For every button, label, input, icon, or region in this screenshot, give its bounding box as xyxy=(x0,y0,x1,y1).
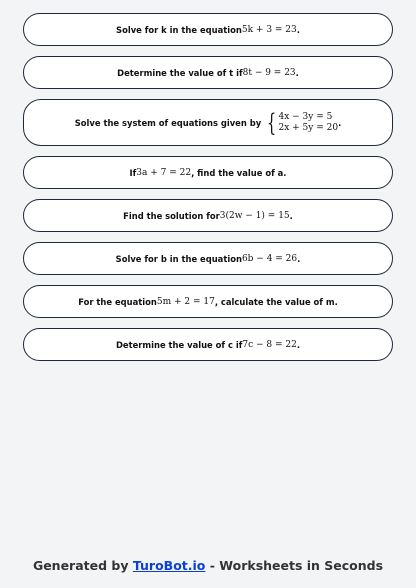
system-equation-1: 4x − 3y = 5 xyxy=(278,111,333,122)
problem-end: . xyxy=(296,24,300,35)
problem-equation: 3(2w − 1) = 15 xyxy=(219,210,290,221)
problem-equation: 8t − 9 = 23 xyxy=(242,67,296,78)
problem-end: . xyxy=(295,67,299,78)
problem-end: . xyxy=(297,253,301,264)
problem-text: Solve for b in the equation xyxy=(115,253,242,264)
problem-card xyxy=(23,56,393,89)
problem-card xyxy=(23,156,393,189)
left-brace-icon: { xyxy=(267,108,277,137)
problem-text: Solve the system of equations given by xyxy=(74,117,262,128)
problem-equation: 6b − 4 = 26 xyxy=(241,253,298,264)
system-equation-2: 2x + 5y = 20 xyxy=(278,122,339,133)
problem-equation: 7c − 8 = 22 xyxy=(242,339,297,350)
problem-equation: 5k + 3 = 23 xyxy=(241,24,297,35)
problem-text: Solve for k in the equation xyxy=(116,24,242,35)
equation-system xyxy=(264,108,339,137)
problem-text: Find the solution for xyxy=(123,210,220,221)
problem-card xyxy=(23,199,393,232)
problem-text: If xyxy=(129,167,137,178)
problem-text: Determine the value of t if xyxy=(117,67,243,78)
footer xyxy=(0,558,416,573)
brand-link[interactable]: TuroBot.io xyxy=(132,558,206,573)
problem-card xyxy=(23,242,393,275)
problem-equation: 3a + 7 = 22 xyxy=(136,167,192,178)
problem-end: . xyxy=(338,117,342,128)
problem-end: , find the value of a. xyxy=(191,167,287,178)
problem-card xyxy=(23,99,393,146)
problem-end: . xyxy=(289,210,293,221)
problem-end: . xyxy=(296,339,301,350)
problem-end: , calculate the value of m. xyxy=(214,296,338,307)
problem-list xyxy=(23,13,393,361)
problem-text: For the equation xyxy=(78,296,157,307)
footer-prefix: Generated by xyxy=(32,558,133,573)
problem-card xyxy=(23,13,393,46)
footer-suffix: - Worksheets in Seconds xyxy=(205,558,384,573)
problem-text: Determine the value of c if xyxy=(115,339,243,350)
problem-equation: 5m + 2 = 17 xyxy=(156,296,215,307)
problem-card xyxy=(23,328,393,361)
problem-card xyxy=(23,285,393,318)
